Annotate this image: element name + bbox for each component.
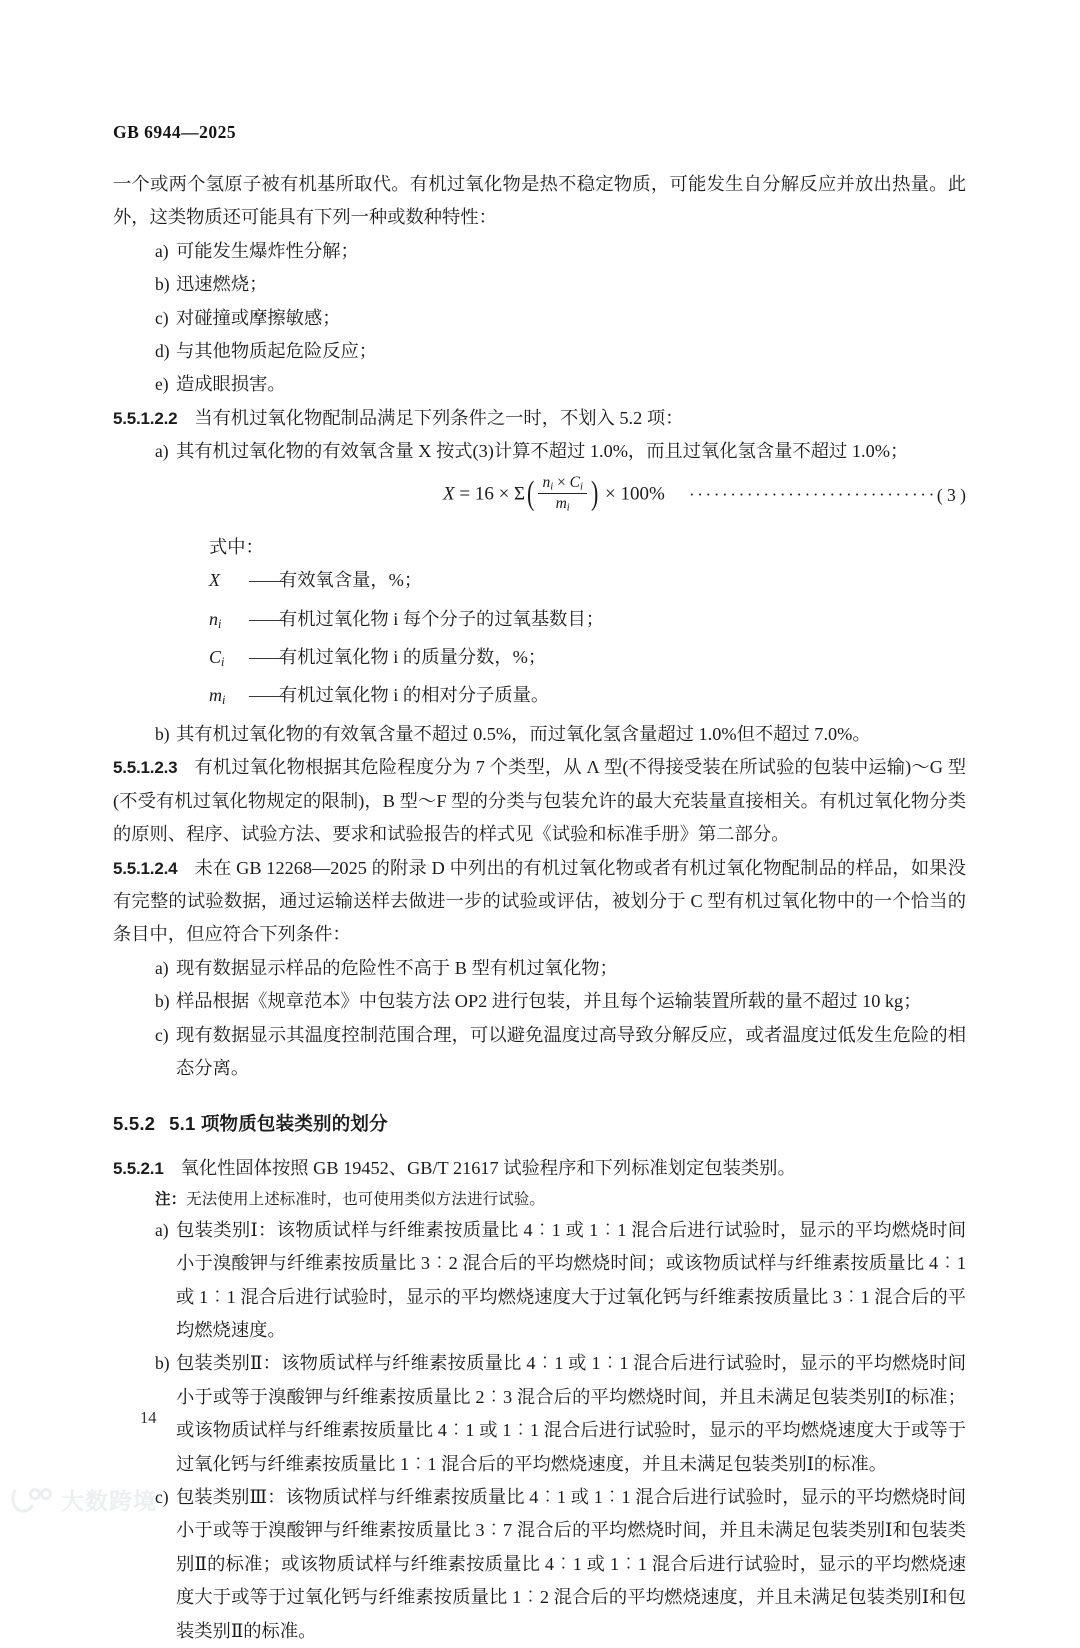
where-dash-icon: —— xyxy=(249,646,286,667)
opening-list xyxy=(113,235,966,402)
where-row xyxy=(209,603,966,641)
list-item xyxy=(113,235,966,268)
list-text: 与其他物质起危险反应； xyxy=(176,341,378,362)
clause-5-5-2-1 xyxy=(113,1152,966,1185)
where-dash-icon: —— xyxy=(249,608,286,629)
where-dash-icon: —— xyxy=(249,685,286,706)
note-text: 无法使用上述标准时，也可使用类似方法进行试验。 xyxy=(186,1190,546,1208)
clause-text: 当有机过氧化物配制品满足下列条件之一时，不划入 5.2 项： xyxy=(194,407,684,428)
list-marker: b) xyxy=(155,723,170,744)
denominator-m-sub: i xyxy=(566,502,570,514)
list-marker: c) xyxy=(155,1024,169,1045)
clause-number: 5.5.1.2.2 xyxy=(113,408,178,428)
list-marker: a) xyxy=(155,441,169,462)
list-item xyxy=(113,1481,966,1648)
where-symbol-sub: i xyxy=(218,616,222,631)
where-symbol-base: n xyxy=(209,608,218,629)
clause-text: 有机过氧化物根据其危险程度分为 7 个类型，从 Λ 型(不得接受装在所试验的包装中运输)～G 型(不受有机过氧化物规定的限制)，B 型～F 型的分类与包装允许的最大充装量直接相关。有机过氧化物分类的原则、程序、试验方法、要求和试验报告的样式见《试验和标准手册》第二部分。 xyxy=(113,757,966,845)
numerator-times: × xyxy=(557,473,566,491)
list-item xyxy=(113,1347,966,1481)
list-item xyxy=(113,368,966,401)
list-item xyxy=(113,952,966,985)
where-definition: 有效氧含量，%； xyxy=(279,570,423,591)
formula-equals: = xyxy=(459,483,471,505)
list-text: 包装类别Ⅱ：该物质试样与纤维素按质量比 4︰1 或 1︰1 混合后进行试验时，显示的平均燃烧时间小于或等于溴酸钾与纤维素按质量比 2︰3 混合后的平均燃烧时间，并且未满足包装类别Ⅰ的标准；或该物质试样与纤维素按质量比 4︰1 或 1︰1 混合后进行试验时，显示的平均燃烧速度大于或等于过氧化钙与纤维素按质量比 1︰1 混合后的平均燃烧速度，并且未满足包装类别Ⅰ的标准。 xyxy=(176,1353,966,1474)
list-text: 现有数据显示样品的危险性不高于 B 型有机过氧化物； xyxy=(176,957,618,978)
heading-title: 5.1 项物质包装类别的划分 xyxy=(169,1113,388,1135)
list-item xyxy=(113,1214,966,1348)
list-marker: c) xyxy=(155,1487,169,1507)
page-content xyxy=(113,168,966,1648)
clause-5-5-2-1-list xyxy=(113,1214,966,1648)
list-text: 对碰撞或摩擦敏感； xyxy=(176,307,341,328)
formula-lhs: X xyxy=(443,483,455,505)
equation-number-row xyxy=(689,485,966,506)
clause-number: 5.5.1.2.3 xyxy=(113,758,178,778)
list-marker: c) xyxy=(155,307,169,328)
clause-5-5-1-2-2-item-b xyxy=(113,718,966,751)
formula-sigma-icon: Σ xyxy=(514,483,526,505)
equation-number: ( 3 ) xyxy=(936,484,966,505)
where-definition: 有机过氧化物 i 每个分子的过氧基数目； xyxy=(279,608,605,629)
watermark-logo-icon xyxy=(10,1487,54,1513)
where-row xyxy=(209,679,966,717)
numerator-n-sub: i xyxy=(550,481,554,493)
paren-open-icon: ( xyxy=(527,474,535,512)
formula-times: × xyxy=(498,483,510,505)
section-heading-5-5-2 xyxy=(113,1107,966,1140)
list-marker: e) xyxy=(155,374,169,395)
formula-row-3 xyxy=(113,473,966,529)
paren-close-icon: ) xyxy=(590,474,599,512)
list-marker: b) xyxy=(155,1353,170,1374)
where-symbol xyxy=(209,603,249,641)
list-marker: a) xyxy=(155,957,169,978)
list-text: 现有数据显示其温度控制范围合理，可以避免温度过高导致分解反应，或者温度过低发生危险的相态分离。 xyxy=(176,1024,966,1078)
list-text: 可能发生爆炸性分解； xyxy=(176,240,359,261)
formula-coefficient: 16 xyxy=(474,483,494,505)
list-text: 造成眼损害。 xyxy=(176,374,286,395)
where-symbol xyxy=(209,679,249,717)
heading-number: 5.5.2 xyxy=(113,1113,156,1135)
formula-tail: × 100% xyxy=(604,483,665,505)
clause-number: 5.5.1.2.4 xyxy=(113,858,178,878)
where-symbol-base: m xyxy=(209,685,222,706)
list-item xyxy=(113,302,966,335)
list-marker: b) xyxy=(155,274,170,295)
clause-note xyxy=(113,1186,966,1214)
list-text: 包装类别Ⅰ：该物质试样与纤维素按质量比 4︰1 或 1︰1 混合后进行试验时，显示的平均燃烧时间小于溴酸钾与纤维素按质量比 3︰2 混合后的平均燃烧时间；或该物质试样与纤维素按质量比 4︰1 或 1︰1 混合后进行试验时，显示的平均燃烧速度大于过氧化钙与纤维素按质量比 3︰1 混合后的平均燃烧速度。 xyxy=(176,1219,966,1340)
list-item xyxy=(113,718,966,751)
clause-text: 未在 GB 12268—2025 的附录 D 中列出的有机过氧化物或者有机过氧化物配制品的样品，如果没有完整的试验数据，通过运输送样去做进一步的试验或评估，被划分于 C 型有机过氧化物中的一个恰当的条目中，但应符合下列条件： xyxy=(113,857,966,945)
list-item xyxy=(113,985,966,1018)
where-symbol-base: X xyxy=(209,570,220,591)
watermark xyxy=(10,1483,157,1516)
list-marker: a) xyxy=(155,1219,169,1240)
where-row xyxy=(209,641,966,679)
opening-paragraph: 一个或两个氢原子被有机基所取代。有机过氧化物是热不稳定物质，可能发生自分解反应并放出热量。此外，这类物质还可能具有下列一种或数种特性： xyxy=(113,174,966,228)
running-head-standard-number: GB 6944—2025 xyxy=(113,122,237,142)
list-text: 迅速燃烧； xyxy=(176,274,268,295)
denominator-m: m xyxy=(555,495,567,513)
watermark-text: 大数跨境 xyxy=(61,1488,157,1514)
numerator-c: C xyxy=(569,473,580,491)
where-symbol xyxy=(209,564,249,602)
formula-denominator xyxy=(538,494,586,514)
clause-5-5-1-2-2-item-a xyxy=(113,435,966,468)
list-item xyxy=(113,268,966,301)
where-symbol-sub: i xyxy=(221,655,225,670)
where-definition: 有机过氧化物 i 的相对分子质量。 xyxy=(279,685,550,706)
list-item xyxy=(113,435,966,468)
where-dash-icon: —— xyxy=(249,570,286,591)
where-row xyxy=(209,564,966,602)
where-definition: 有机过氧化物 i 的质量分数，%； xyxy=(279,646,547,667)
list-marker: a) xyxy=(155,240,169,261)
where-symbol-sub: i xyxy=(222,693,226,708)
note-label: 注： xyxy=(155,1190,187,1208)
list-item xyxy=(113,1019,966,1086)
formula-effective-oxygen xyxy=(443,475,665,515)
where-label: 式中： xyxy=(209,536,264,557)
clause-5-5-1-2-4-list xyxy=(113,952,966,1086)
list-marker: d) xyxy=(155,341,170,362)
clause-text: 氧化性固体按照 GB 19452、GB/T 21617 试验程序和下列标准划定包装类别。 xyxy=(180,1158,796,1179)
list-text: 包装类别Ⅲ：该物质试样与纤维素按质量比 4︰1 或 1︰1 混合后进行试验时，显示的平均燃烧时间小于或等于溴酸钾与纤维素按质量比 3︰7 混合后的平均燃烧时间，并且未满足包装类别Ⅰ和包装类别Ⅱ的标准；或该物质试样与纤维素按质量比 4︰1 或 1︰1 混合后进行试验时，显示的平均燃烧速度大于或等于过氧化钙与纤维素按质量比 1︰2 混合后的平均燃烧速度，并且未满足包装类别Ⅰ和包装类别Ⅱ的标准。 xyxy=(176,1487,966,1641)
where-symbol-base: C xyxy=(209,646,222,667)
where-symbol xyxy=(209,641,249,679)
list-marker: b) xyxy=(155,991,170,1012)
clause-5-5-1-2-3 xyxy=(113,751,966,851)
clause-number: 5.5.2.1 xyxy=(113,1159,164,1179)
formula-fraction xyxy=(538,474,586,514)
page-number: 14 xyxy=(140,1408,157,1427)
numerator-n: n xyxy=(542,473,551,491)
clause-5-5-1-2-2 xyxy=(113,402,966,435)
formula-numerator xyxy=(538,474,586,495)
numerator-c-sub: i xyxy=(579,481,583,493)
clause-5-5-1-2-4 xyxy=(113,852,966,952)
leader-dots-icon: ······························ xyxy=(689,484,937,504)
list-text: 其有机过氧化物的有效氧含量不超过 0.5%，而过氧化氢含量超过 1.0%但不超过 7.0%。 xyxy=(176,723,871,744)
list-text: 其有机过氧化物的有效氧含量 X 按式(3)计算不超过 1.0%，而且过氧化氢含量不超过 1.0%； xyxy=(176,441,909,462)
list-text: 样品根据《规章范本》中包装方法 OP2 进行包装，并且每个运输装置所载的量不超过 10 kg； xyxy=(176,991,922,1012)
where-block xyxy=(113,531,966,718)
list-item xyxy=(113,335,966,368)
